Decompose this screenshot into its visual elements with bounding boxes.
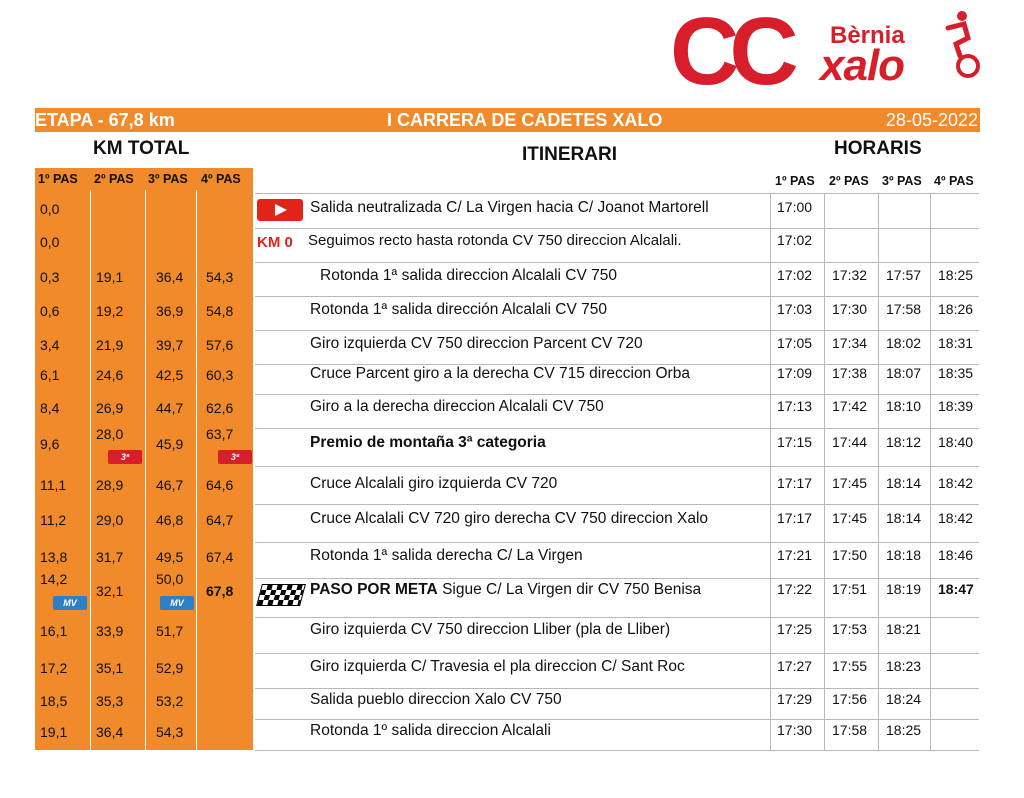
time-cell: 17:32 bbox=[832, 267, 868, 283]
km-cell: 28,9 bbox=[96, 477, 124, 493]
itinerary-text: Seguimos recto hasta rotonda CV 750 direccion Alcalali. bbox=[308, 232, 682, 249]
km-cell: 31,7 bbox=[96, 549, 124, 565]
row-divider bbox=[255, 228, 979, 229]
itinerary-text: Rotonda 1ª salida direccion Alcalali CV 750 bbox=[320, 267, 617, 284]
itinerary-text: Cruce Alcalali giro izquierda CV 720 bbox=[310, 475, 558, 492]
km0-label: KM 0 bbox=[257, 234, 293, 251]
itinerary-text: Salida pueblo direccion Xalo CV 750 bbox=[310, 691, 562, 708]
row-divider bbox=[255, 262, 979, 263]
time-cell: 17:13 bbox=[777, 398, 813, 414]
row-divider bbox=[255, 428, 979, 429]
row-divider bbox=[255, 653, 979, 654]
km-cell: 0,0 bbox=[40, 234, 60, 250]
col-divider bbox=[878, 193, 879, 750]
km-cell: 51,7 bbox=[156, 623, 184, 639]
itinerary-text: Cruce Parcent giro a la derecha CV 715 direccion Orba bbox=[310, 365, 690, 382]
itinerary-title: ITINERARI bbox=[522, 144, 617, 165]
time-cell: 17:38 bbox=[832, 365, 868, 381]
time-cell: 18:35 bbox=[938, 365, 974, 381]
time-cell: 18:47 bbox=[938, 581, 974, 597]
time-cell: 17:29 bbox=[777, 691, 813, 707]
time-cell: 17:53 bbox=[832, 621, 868, 637]
km-cell: 54,3 bbox=[206, 269, 234, 285]
km-cell: 62,6 bbox=[206, 400, 234, 416]
time-cell: 18:42 bbox=[938, 475, 974, 491]
km-cell: 57,6 bbox=[206, 337, 234, 353]
time-cell: 18:18 bbox=[886, 547, 922, 563]
row-divider bbox=[255, 193, 979, 194]
km-cell: 52,9 bbox=[156, 660, 184, 676]
time-cell: 17:30 bbox=[832, 301, 868, 317]
km-header-1: 1º PAS bbox=[38, 172, 78, 186]
km-cell: 54,3 bbox=[156, 724, 184, 740]
time-cell: 17:17 bbox=[777, 510, 813, 526]
km-cell: 24,6 bbox=[96, 367, 124, 383]
km-cell: 32,1 bbox=[96, 583, 124, 599]
time-cell: 17:22 bbox=[777, 581, 813, 597]
time-cell: 18:14 bbox=[886, 475, 922, 491]
time-header-4: 4º PAS bbox=[934, 174, 974, 188]
km-cell: 67,8 bbox=[206, 583, 234, 599]
logo-mark: CC bbox=[670, 0, 789, 105]
itinerary-text: Giro a la derecha direccion Alcalali CV 750 bbox=[310, 398, 604, 415]
time-cell: 17:45 bbox=[832, 475, 868, 491]
km-header-4: 4º PAS bbox=[201, 172, 241, 186]
row-divider bbox=[255, 719, 979, 720]
time-cell: 17:56 bbox=[832, 691, 868, 707]
row-divider bbox=[255, 504, 979, 505]
time-cell: 18:21 bbox=[886, 621, 922, 637]
meta-label: PASO POR META bbox=[310, 581, 438, 598]
stage-label: ETAPA - 67,8 km bbox=[35, 110, 175, 130]
time-cell: 18:26 bbox=[938, 301, 974, 317]
time-cell: 18:40 bbox=[938, 434, 974, 450]
time-cell: 18:23 bbox=[886, 658, 922, 674]
km-cell: 11,2 bbox=[40, 512, 67, 528]
time-header-1: 1º PAS bbox=[775, 174, 815, 188]
time-cell: 17:21 bbox=[777, 547, 813, 563]
time-cell: 17:15 bbox=[777, 434, 813, 450]
row-divider bbox=[255, 296, 979, 297]
km-cell: 8,4 bbox=[40, 400, 60, 416]
logo-bottom-text: xalo bbox=[820, 41, 905, 90]
km-cell: 44,7 bbox=[156, 400, 184, 416]
km-cell: 0,0 bbox=[40, 201, 60, 217]
km-cell: 39,7 bbox=[156, 337, 184, 353]
time-cell: 17:58 bbox=[832, 722, 868, 738]
itinerary-text: Giro izquierda C/ Travesia el pla direccion C/ Sant Roc bbox=[310, 658, 685, 675]
km-cell: 11,1 bbox=[40, 477, 67, 493]
cyclist-icon bbox=[932, 8, 982, 80]
km-cell: 64,6 bbox=[206, 477, 234, 493]
time-cell: 18:02 bbox=[886, 335, 922, 351]
col-divider bbox=[770, 193, 771, 750]
time-cell: 17:55 bbox=[832, 658, 868, 674]
time-cell: 18:10 bbox=[886, 398, 922, 414]
time-cell: 18:31 bbox=[938, 335, 974, 351]
km-cell: 26,9 bbox=[96, 400, 124, 416]
km-cell: 28,0 bbox=[96, 426, 124, 442]
time-cell: 17:30 bbox=[777, 722, 813, 738]
row-divider bbox=[255, 394, 979, 395]
itinerary-text bbox=[310, 581, 701, 599]
time-cell: 17:09 bbox=[777, 365, 813, 381]
row-divider bbox=[255, 466, 979, 467]
km-cell: 35,3 bbox=[96, 693, 124, 709]
km-cell: 14,2 bbox=[40, 571, 68, 587]
time-cell: 18:25 bbox=[938, 267, 974, 283]
km-cell: 36,9 bbox=[156, 303, 184, 319]
km-cell: 46,7 bbox=[156, 477, 184, 493]
km-cell: 9,6 bbox=[40, 436, 60, 452]
itinerary-text: Rotonda 1ª salida derecha C/ La Virgen bbox=[310, 547, 583, 564]
mv-badge: MV bbox=[53, 596, 87, 610]
time-cell: 17:58 bbox=[886, 301, 922, 317]
km-cell: 42,5 bbox=[156, 367, 184, 383]
time-cell: 18:42 bbox=[938, 510, 974, 526]
time-cell: 18:14 bbox=[886, 510, 922, 526]
km-cell: 19,1 bbox=[96, 269, 124, 285]
km-cell: 46,8 bbox=[156, 512, 184, 528]
header-band bbox=[35, 108, 980, 132]
km-cell: 33,9 bbox=[96, 623, 124, 639]
time-cell: 18:07 bbox=[886, 365, 922, 381]
itinerary-text: Salida neutralizada C/ La Virgen hacia C/ Joanot Martorell bbox=[310, 199, 709, 216]
km-cell: 19,1 bbox=[40, 724, 68, 740]
time-cell: 18:24 bbox=[886, 691, 922, 707]
km-cell: 36,4 bbox=[96, 724, 124, 740]
time-cell: 17:27 bbox=[777, 658, 813, 674]
checkered-flag-icon bbox=[256, 584, 306, 606]
row-divider bbox=[255, 617, 979, 618]
km-cell: 67,4 bbox=[206, 549, 234, 565]
play-icon bbox=[257, 199, 303, 221]
time-cell: 17:45 bbox=[832, 510, 868, 526]
itinerary-text: Giro izquierda CV 750 direccion Parcent CV 720 bbox=[310, 335, 643, 352]
km-cell: 49,5 bbox=[156, 549, 184, 565]
time-cell: 17:51 bbox=[832, 581, 868, 597]
timing-title: HORARIS bbox=[834, 138, 922, 159]
km-col-divider bbox=[90, 190, 91, 750]
logo-top-text: Bèrnia bbox=[830, 22, 905, 49]
race-date: 28-05-2022 bbox=[885, 110, 978, 130]
km-cell: 60,3 bbox=[206, 367, 234, 383]
time-cell: 18:25 bbox=[886, 722, 922, 738]
time-cell: 17:42 bbox=[832, 398, 868, 414]
itinerary-text: Giro izquierda CV 750 direccion Lliber (pla de Lliber) bbox=[310, 621, 671, 638]
time-cell: 17:17 bbox=[777, 475, 813, 491]
race-title: I CARRERA DE CADETES XALO bbox=[387, 110, 663, 130]
row-divider bbox=[255, 330, 979, 331]
col-divider bbox=[930, 193, 931, 750]
row-divider bbox=[255, 542, 979, 543]
km-cell: 6,1 bbox=[40, 367, 60, 383]
itinerary-text: Rotonda 1º salida direccion Alcalali bbox=[310, 722, 551, 739]
time-cell: 17:05 bbox=[777, 335, 813, 351]
time-cell: 17:57 bbox=[886, 267, 922, 283]
km-cell: 17,2 bbox=[40, 660, 68, 676]
time-header-2: 2º PAS bbox=[829, 174, 869, 188]
km-cell: 53,2 bbox=[156, 693, 184, 709]
km-total-title: KM TOTAL bbox=[93, 138, 190, 159]
time-cell: 17:00 bbox=[777, 199, 813, 215]
time-cell: 17:50 bbox=[832, 547, 868, 563]
time-cell: 17:02 bbox=[777, 232, 813, 248]
time-cell: 17:03 bbox=[777, 301, 813, 317]
km-cell: 35,1 bbox=[96, 660, 124, 676]
km-cell: 3,4 bbox=[40, 337, 60, 353]
km-cell: 63,7 bbox=[206, 426, 234, 442]
km-cell: 54,8 bbox=[206, 303, 234, 319]
km-cell: 18,5 bbox=[40, 693, 68, 709]
km-cell: 13,8 bbox=[40, 549, 68, 565]
col-divider bbox=[824, 193, 825, 750]
km-cell: 16,1 bbox=[40, 623, 68, 639]
logo bbox=[670, 0, 990, 105]
km-col-divider bbox=[145, 190, 146, 750]
itinerary-text-rest: Sigue C/ La Virgen dir CV 750 Benisa bbox=[442, 581, 702, 598]
km-header-3: 3º PAS bbox=[148, 172, 188, 186]
row-divider bbox=[255, 750, 979, 751]
km-cell: 50,0 bbox=[156, 571, 184, 587]
km-cell: 36,4 bbox=[156, 269, 184, 285]
itinerary-text: Cruce Alcalali CV 720 giro derecha CV 750 direccion Xalo bbox=[310, 510, 709, 527]
km-cell: 19,2 bbox=[96, 303, 124, 319]
km-cell: 64,7 bbox=[206, 512, 234, 528]
time-cell: 18:19 bbox=[886, 581, 922, 597]
itinerary-text: Premio de montaña 3ª categoria bbox=[310, 434, 546, 451]
mountain-badge: 3ª bbox=[218, 450, 252, 464]
km-cell: 29,0 bbox=[96, 512, 124, 528]
km-header-2: 2º PAS bbox=[94, 172, 134, 186]
time-cell: 17:02 bbox=[777, 267, 813, 283]
time-cell: 18:12 bbox=[886, 434, 922, 450]
row-divider bbox=[255, 688, 979, 689]
mv-badge: MV bbox=[160, 596, 194, 610]
time-cell: 17:34 bbox=[832, 335, 868, 351]
km-cell: 0,3 bbox=[40, 269, 60, 285]
time-cell: 18:39 bbox=[938, 398, 974, 414]
row-divider bbox=[255, 578, 979, 579]
km-cell: 21,9 bbox=[96, 337, 124, 353]
km-col-divider bbox=[196, 190, 197, 750]
mountain-badge: 3ª bbox=[108, 450, 142, 464]
time-cell: 17:25 bbox=[777, 621, 813, 637]
time-header-3: 3º PAS bbox=[882, 174, 922, 188]
time-cell: 18:46 bbox=[938, 547, 974, 563]
itinerary-text: Rotonda 1ª salida dirección Alcalali CV 750 bbox=[310, 301, 607, 318]
km-cell: 0,6 bbox=[40, 303, 60, 319]
km-cell: 45,9 bbox=[156, 436, 184, 452]
time-cell: 17:44 bbox=[832, 434, 868, 450]
